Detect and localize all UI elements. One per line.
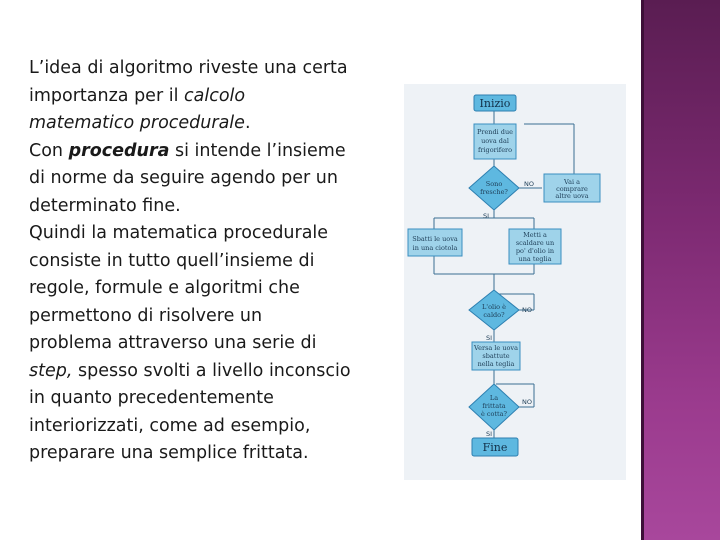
- svg-text:in una ciotola: in una ciotola: [412, 244, 458, 252]
- svg-text:Prendi due: Prendi due: [476, 128, 514, 136]
- svg-text:scaldare un: scaldare un: [515, 239, 555, 247]
- flow-end-node: [472, 438, 518, 456]
- svg-text:altre uova: altre uova: [555, 192, 589, 200]
- text-line: interiorizzati, come ad esempio,: [29, 415, 311, 436]
- flow-decision-oil-hot: [469, 290, 519, 330]
- svg-text:comprare: comprare: [556, 185, 588, 193]
- svg-text:Metti a: Metti a: [523, 231, 547, 239]
- emphasis-calcolo: calcolo: [184, 85, 246, 106]
- svg-text:una teglia: una teglia: [518, 255, 552, 263]
- flow-decision-cooked: [469, 384, 519, 430]
- text-line: Con procedura si intende l’insieme: [29, 140, 346, 161]
- svg-text:frittata: frittata: [482, 402, 506, 410]
- svg-text:Fine: Fine: [482, 441, 508, 454]
- flowchart-diagram: [404, 84, 626, 480]
- svg-text:Vai a: Vai a: [564, 178, 580, 186]
- svg-text:è cotta?: è cotta?: [480, 410, 508, 418]
- svg-text:L'olio è: L'olio è: [481, 303, 507, 311]
- flowchart-connectors: [434, 111, 574, 438]
- flow-label-no: NO: [524, 180, 534, 188]
- svg-text:uova dal: uova dal: [481, 137, 509, 145]
- text-line: Quindi la matematica procedurale: [29, 223, 329, 243]
- flow-step-take-eggs: [474, 124, 516, 159]
- svg-text:sbattute: sbattute: [482, 352, 510, 360]
- svg-text:Sbatti le uova: Sbatti le uova: [412, 235, 458, 243]
- text-line: consiste in tutto quell’insieme di: [29, 250, 315, 271]
- flow-label-yes: SI: [486, 334, 493, 342]
- decorative-sidebar: [641, 0, 720, 540]
- text-line: permettono di risolvere un: [29, 305, 263, 326]
- text-line: preparare una semplice frittata.: [29, 443, 309, 463]
- text-line: importanza per il calcolo: [29, 85, 246, 106]
- flow-label-no: NO: [522, 398, 532, 406]
- svg-text:Inizio: Inizio: [479, 97, 511, 110]
- svg-text:caldo?: caldo?: [483, 311, 505, 319]
- text-line: problema attraverso una serie di: [29, 333, 317, 353]
- text-line: in quanto precedentemente: [29, 388, 274, 408]
- svg-text:La: La: [489, 394, 499, 402]
- emphasis-matematico-procedurale: matematico procedurale: [29, 113, 245, 133]
- text-line: regole, formule e algoritmi che: [29, 278, 300, 298]
- svg-text:nella teglia: nella teglia: [477, 360, 515, 368]
- flow-start-node: [474, 95, 516, 111]
- flow-label-no: NO: [522, 306, 532, 314]
- svg-text:fresche?: fresche?: [480, 188, 508, 196]
- text-line: step, spesso svolti a livello inconscio: [29, 360, 351, 381]
- flow-step-pour-eggs: [472, 342, 520, 370]
- text-line: di norme da seguire agendo per un: [29, 168, 338, 188]
- text-line: matematico procedurale.: [29, 113, 251, 133]
- flow-step-heat-oil: [509, 229, 561, 264]
- flow-label-yes: SI: [483, 212, 490, 220]
- text-line: L’idea di algoritmo riveste una certa: [29, 58, 348, 78]
- flow-step-beat-eggs: [408, 229, 462, 256]
- emphasis-procedura: procedura: [68, 140, 170, 161]
- flow-step-buy-eggs: [544, 174, 600, 202]
- svg-text:Versa le uova: Versa le uova: [474, 344, 518, 352]
- svg-text:Sono: Sono: [485, 180, 503, 188]
- text-line: determinato fine.: [29, 195, 181, 216]
- flow-label-yes: SI: [486, 430, 493, 438]
- svg-text:frigorifero: frigorifero: [477, 146, 513, 154]
- flowchart-image: [404, 84, 626, 480]
- svg-text:po' d'olio in: po' d'olio in: [515, 247, 555, 255]
- slide-body-text: [29, 55, 389, 468]
- emphasis-step: step,: [29, 360, 73, 381]
- flow-decision-fresh: [469, 166, 519, 210]
